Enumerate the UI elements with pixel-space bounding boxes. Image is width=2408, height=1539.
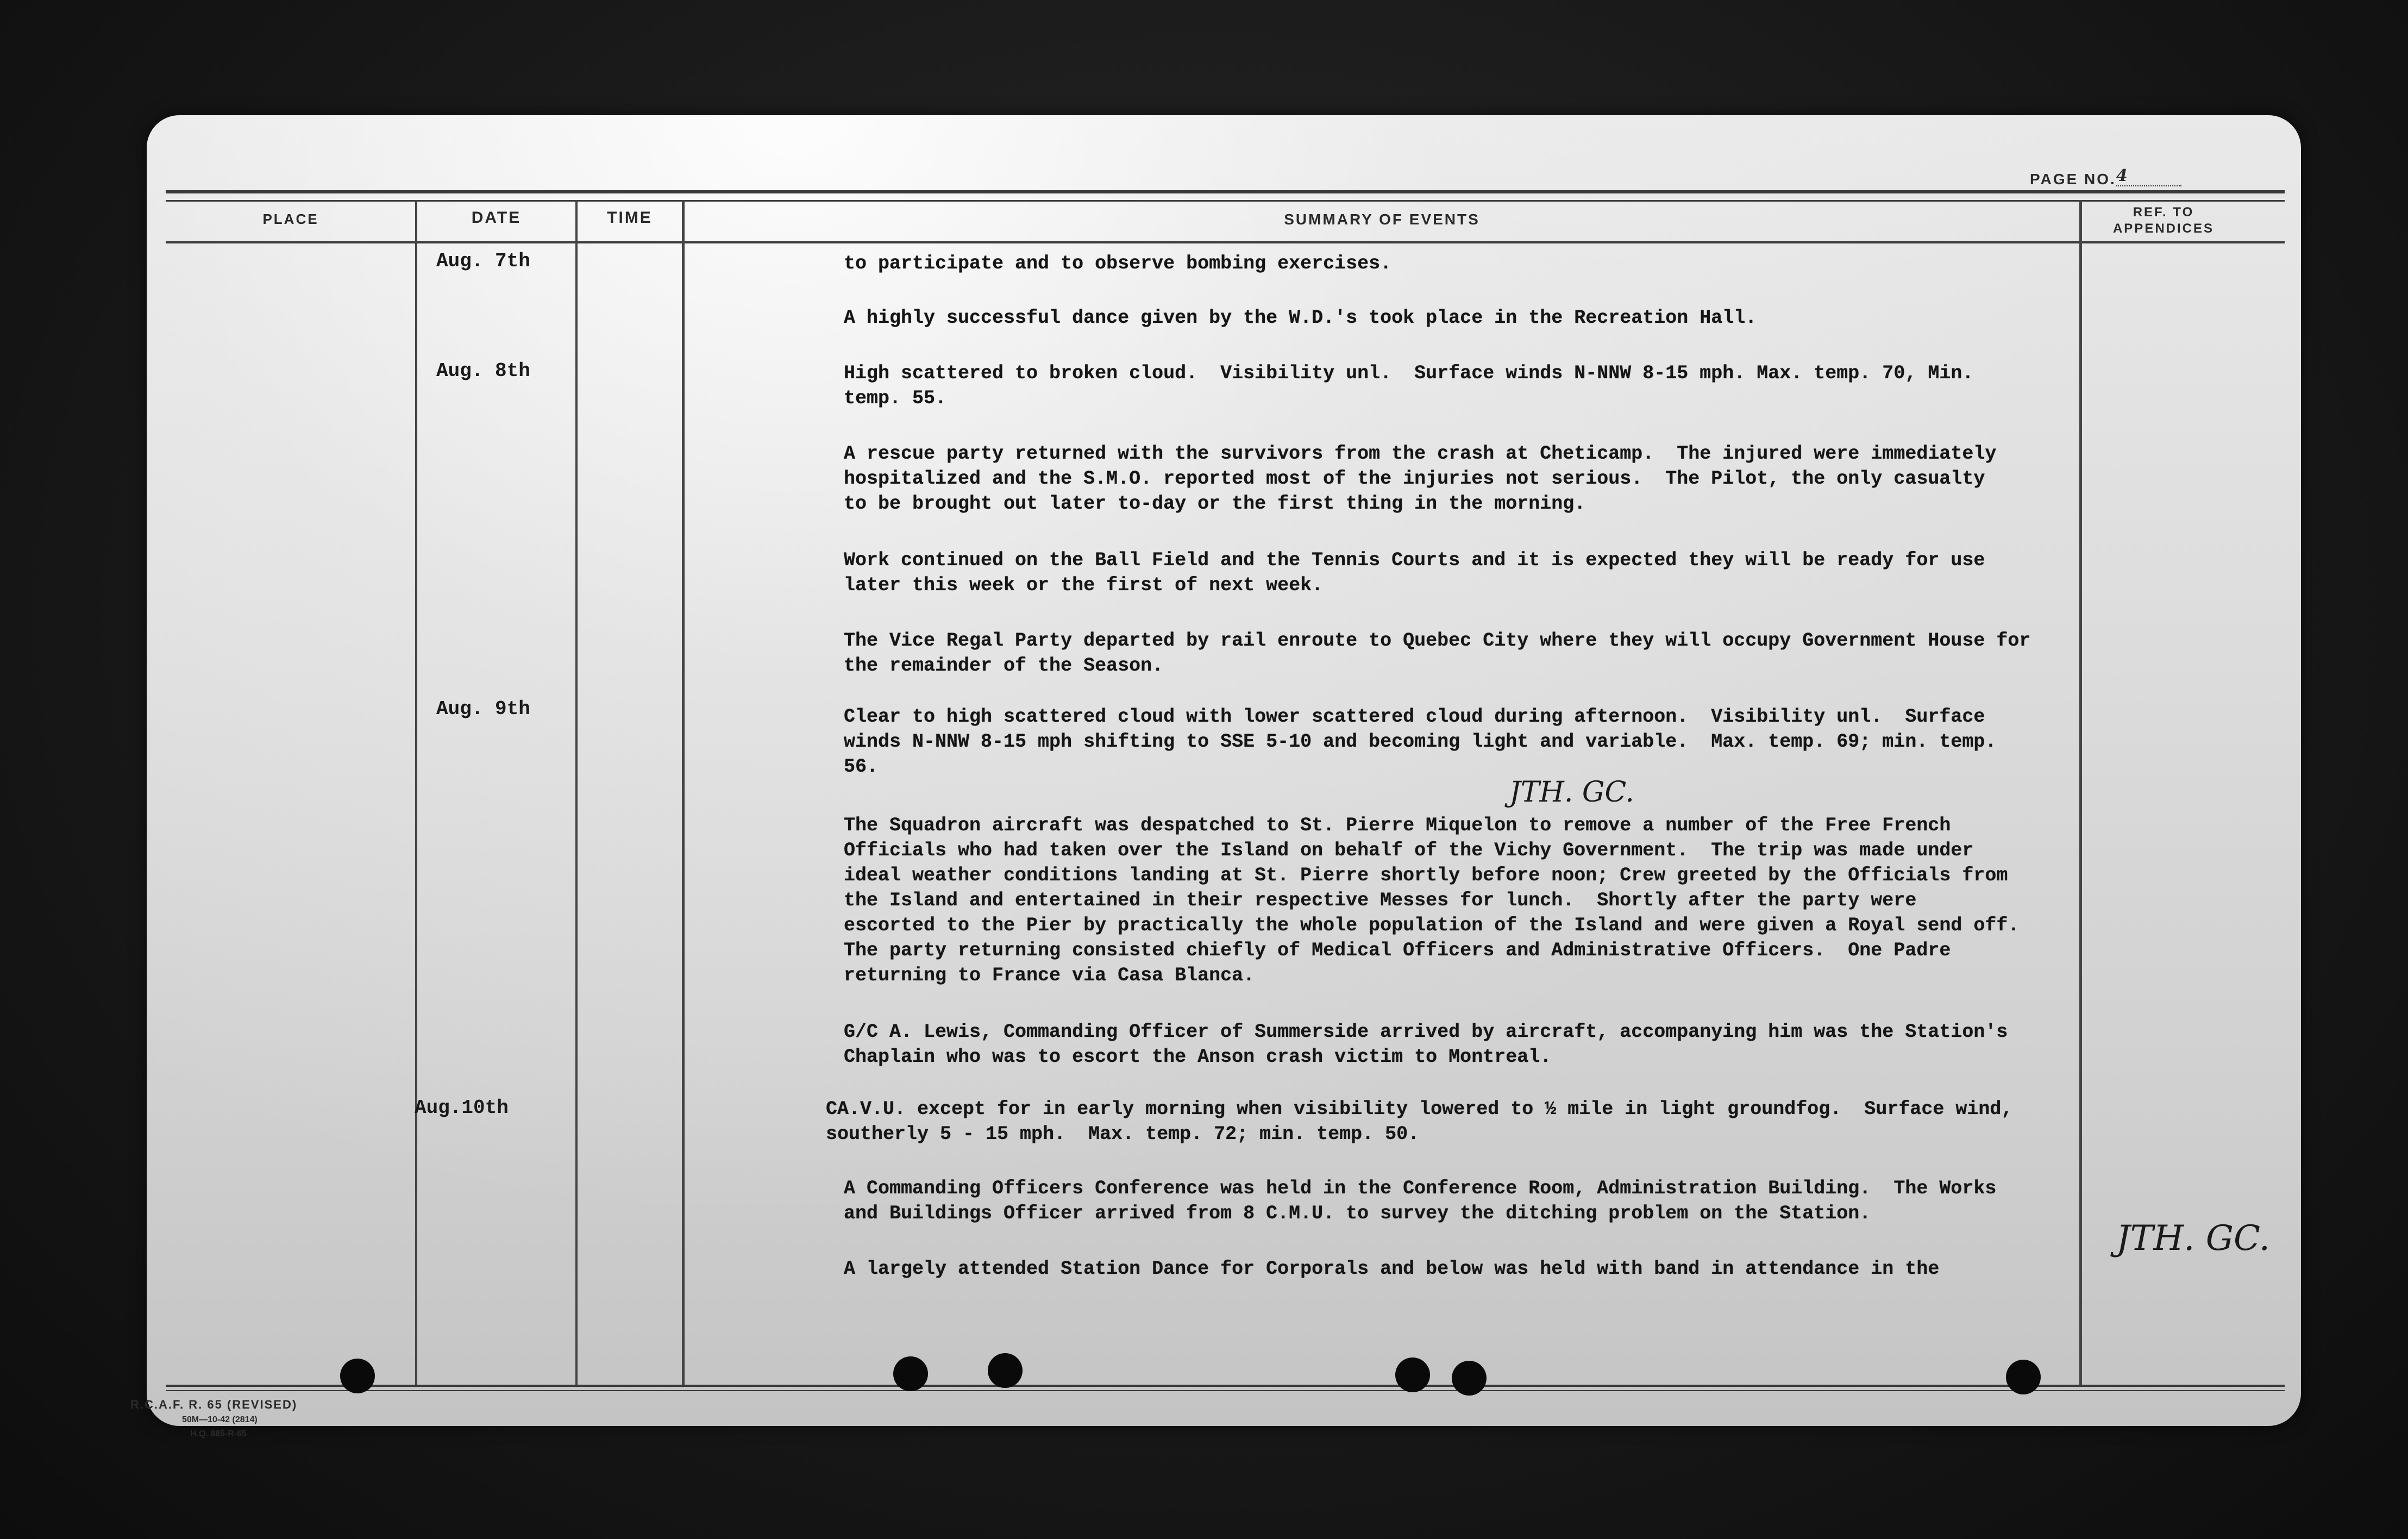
entry-aug10-conference: A Commanding Officers Conference was held in the Conference Room, Administration Building. The Works and Buildings Officer arrived from 8 C.M.U. to survey the ditching problem on the Station. — [844, 1178, 1997, 1224]
date-aug-9: Aug. 9th — [436, 698, 530, 720]
form-print-run: 50M—10-42 (2814) — [182, 1415, 258, 1424]
entry-aug8-weather: High scattered to broken cloud. Visibility unl. Surface winds N-NNW 8-15 mph. Max. temp. 70, Min. temp. 55. — [844, 362, 1974, 409]
binder-hole-1 — [340, 1359, 375, 1393]
date-aug-8: Aug. 8th — [436, 360, 530, 382]
page-number — [2030, 166, 2181, 188]
header-rule-second — [166, 200, 2285, 202]
footer-rule-top — [166, 1385, 2285, 1387]
page-number-value: 4 — [2116, 166, 2181, 186]
entry-aug10-dance: A largely attended Station Dance for Corporals and below was held with band in attendance in the — [844, 1258, 1940, 1280]
date-aug-10: Aug.10th — [415, 1097, 509, 1119]
date-aug-7: Aug. 7th — [436, 250, 530, 272]
page-number-label: PAGE NO. — [2030, 171, 2116, 187]
binder-hole-4 — [1395, 1357, 1430, 1392]
form-number: R.C.A.F. R. 65 (REVISED) — [130, 1398, 298, 1411]
column-header-time: TIME — [607, 209, 653, 227]
entry-aug8-ballfield: Work continued on the Ball Field and the Tennis Courts and it is expected they will be ready for use later this week or the first of next week. — [844, 549, 1985, 596]
binder-hole-3 — [988, 1353, 1023, 1388]
binder-hole-5 — [1452, 1361, 1487, 1396]
entry-aug9-weather: Clear to high scattered cloud with lower scattered cloud during afternoon. Visibility unl. Surface winds N-NNW 8-15 mph shifting to SSE 5-10 and becoming light and variable. Max. temp. 69; min. temp. 56. — [844, 706, 1997, 778]
divider-time-summary — [682, 200, 685, 1385]
header-rule-bottom — [166, 241, 2285, 243]
entry-aug10-weather: CA.V.U. except for in early morning when visibility lowered to ½ mile in light groundfog. Surface wind, southerly 5 - 15 mph. Max. temp. 72; min. temp. 50. — [826, 1098, 2013, 1145]
record-card — [130, 115, 2301, 1438]
binder-hole-6 — [2006, 1360, 2041, 1394]
handwritten-initials-margin: JTH. GC. — [1509, 776, 1634, 809]
footer-rule-bottom — [166, 1390, 2285, 1391]
column-header-date: DATE — [471, 209, 522, 227]
entry-aug9-st-pierre: The Squadron aircraft was despatched to St. Pierre Miquelon to remove a number of the Free French Officials who had taken over the Island on behalf of the Vichy Government. The trip was made under ideal weather conditions landing at St. Pierre shortly before noon; Crew greeted by the Officials from the Island and entertained in their respective Messes for lunch. Shortly after the party were escorted to the Pier by practically the whole population of the Island and were given a Royal send off. The party returning consisted chiefly of Medical Officers and Administrative Officers. One Padre returning to France via Casa Blanca. — [844, 815, 2020, 986]
entry-aug9-lewis: G/C A. Lewis, Commanding Officer of Summerside arrived by aircraft, accompanying him was the Station's Chaplain who was to escort the Anson crash victim to Montreal. — [844, 1021, 2008, 1068]
form-hq-reference: H.Q. 885-R-65 — [190, 1429, 247, 1438]
header-rule-top — [166, 190, 2285, 193]
divider-date-time — [575, 200, 578, 1385]
column-header-summary: SUMMARY OF EVENTS — [1284, 211, 1480, 228]
binder-hole-2 — [893, 1356, 928, 1391]
entry-aug7-dance: A highly successful dance given by the W.D.'s took place in the Recreation Hall. — [844, 307, 1757, 329]
divider-place-date — [415, 200, 417, 1385]
column-header-ref: REF. TO APPENDICES — [2112, 205, 2215, 236]
entry-aug8-rescue: A rescue party returned with the survivors from the crash at Cheticamp. The injured were immediately hospitalized and the S.M.O. reported most of the injuries not serious. The Pilot, the only casualty to be brought out later to-day or the first thing in the morning. — [844, 443, 1997, 515]
column-header-place: PLACE — [262, 211, 319, 227]
handwritten-initials-ref: JTH. GC. — [2116, 1218, 2270, 1259]
entry-aug8-vice-regal: The Vice Regal Party departed by rail enroute to Quebec City where they will occupy Government House for the remainder of the Season. — [844, 630, 2031, 677]
entry-aug7-bombing: to participate and to observe bombing exercises. — [844, 253, 1392, 274]
